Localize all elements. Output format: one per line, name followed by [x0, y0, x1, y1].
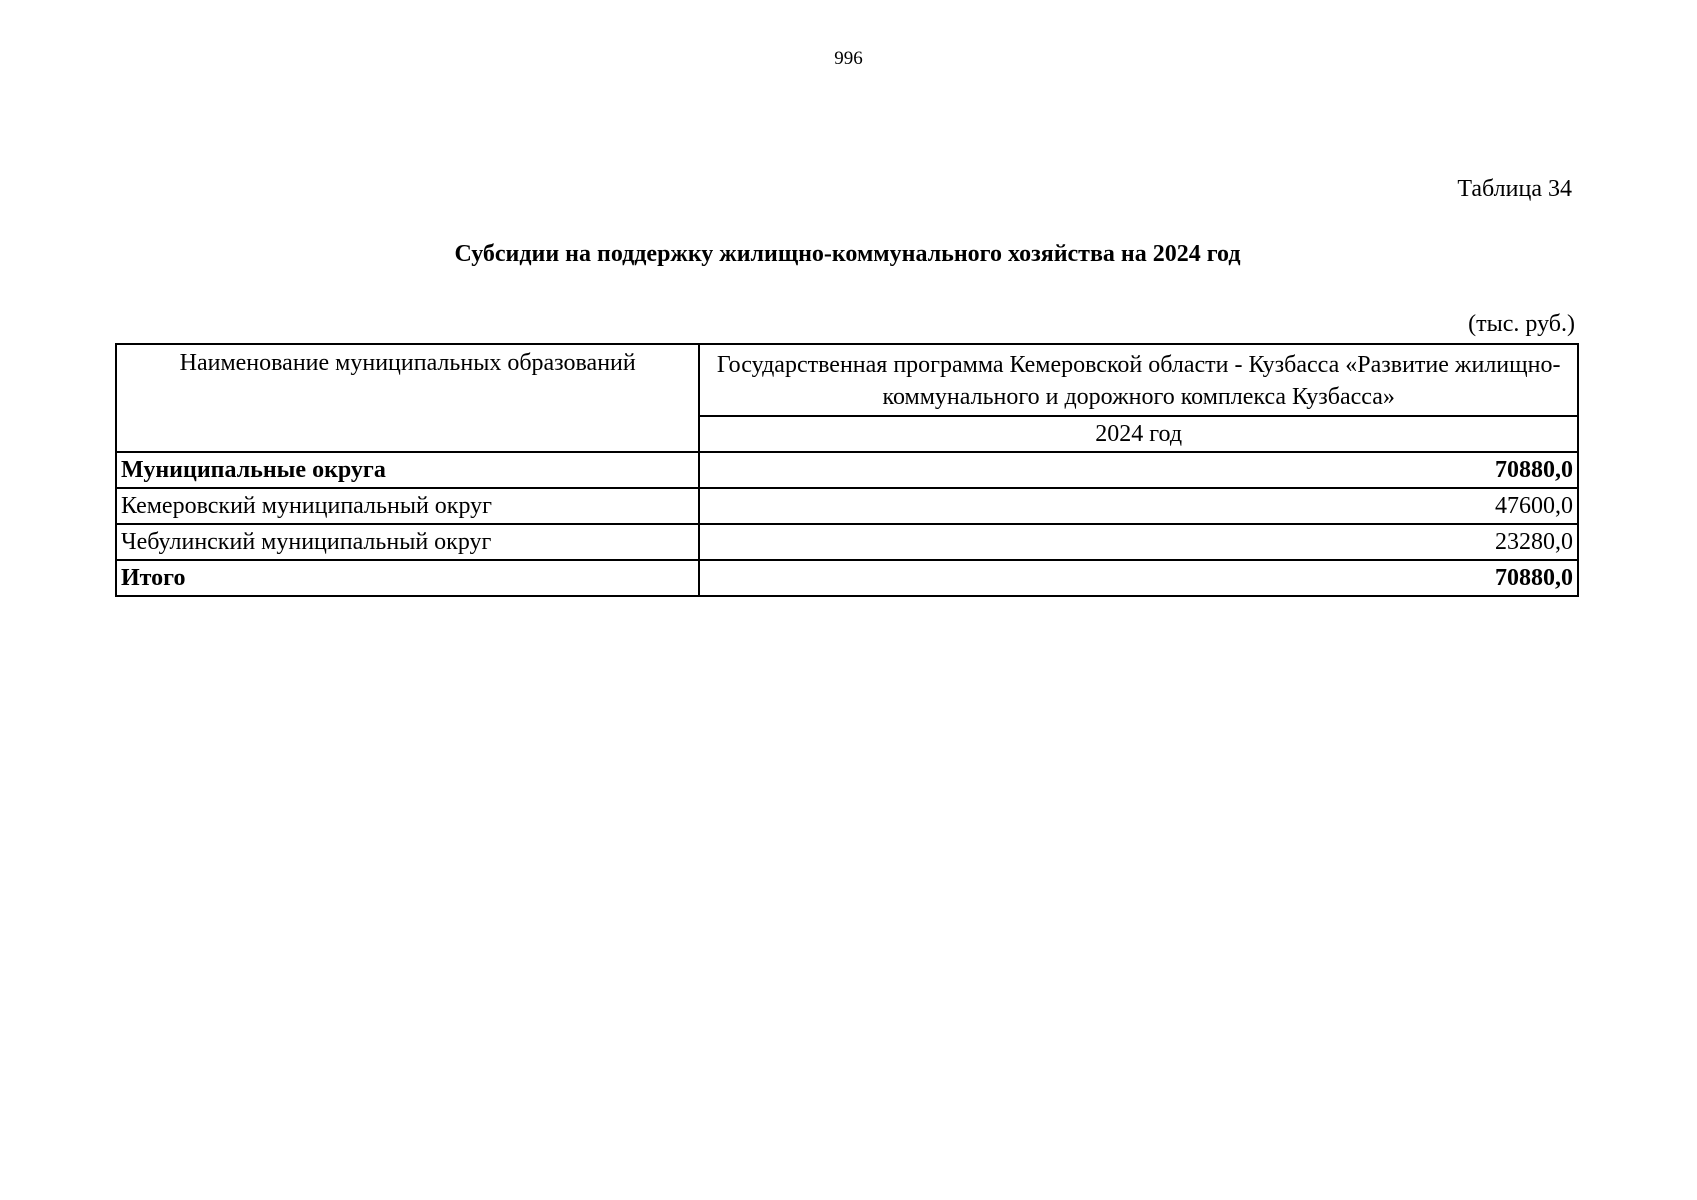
subsidy-table	[115, 343, 1579, 597]
units-label: (тыс. руб.)	[1468, 311, 1575, 337]
row-name-cell: Кемеровский муниципальный округ	[116, 488, 699, 524]
table-row	[116, 524, 1578, 560]
header-year-cell: 2024 год	[699, 416, 1578, 452]
table-row	[116, 452, 1578, 488]
header-name-cell: Наименование муниципальных образований	[116, 344, 699, 452]
table-label: Таблица 34	[1457, 176, 1572, 202]
document-title: Субсидии на поддержку жилищно-коммунального хозяйства на 2024 год	[454, 241, 1241, 267]
row-value-cell: 47600,0	[699, 488, 1578, 524]
row-name-cell: Муниципальные округа	[116, 452, 699, 488]
row-name-cell: Чебулинский муниципальный округ	[116, 524, 699, 560]
page-number: 996	[834, 48, 863, 69]
row-name-cell: Итого	[116, 560, 699, 596]
row-value-cell: 23280,0	[699, 524, 1578, 560]
row-value-cell: 70880,0	[699, 560, 1578, 596]
table-row	[116, 488, 1578, 524]
table-header-row	[116, 344, 1578, 416]
row-value-cell: 70880,0	[699, 452, 1578, 488]
header-program-cell: Государственная программа Кемеровской области - Кузбасса «Развитие жилищно-коммунального и дорожного комплекса Кузбасса»	[699, 344, 1578, 416]
table-total-row	[116, 560, 1578, 596]
